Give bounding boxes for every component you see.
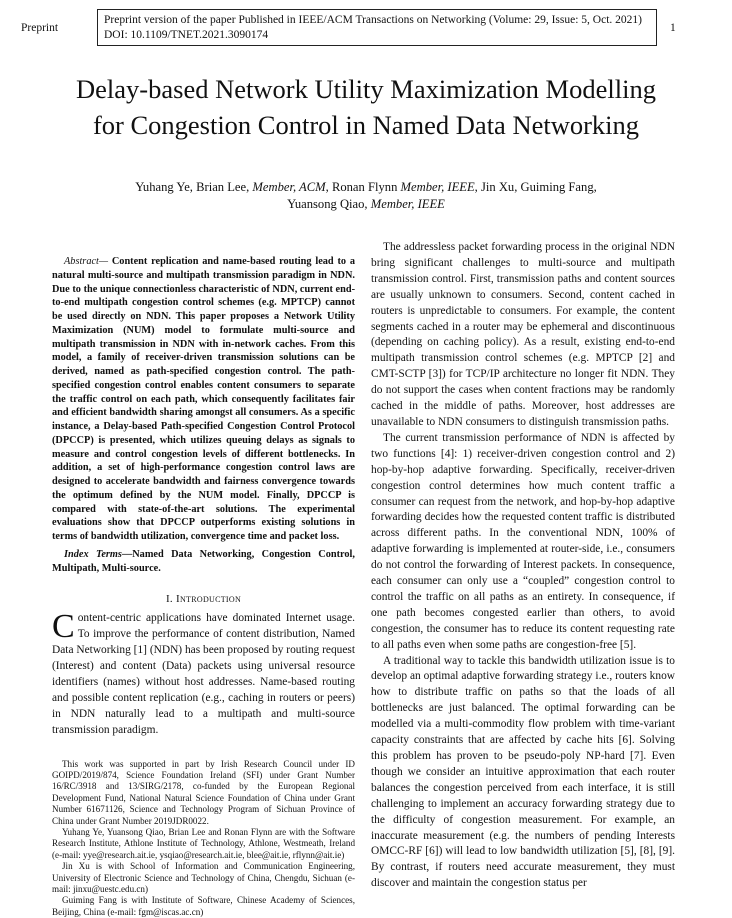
- abstract-text: Content replication and name-based routing lead to a natural multi-source and multipath transmission paradigm in NDN. Due to the unique connectionless characteristic of NDN, current end-to-end multipath congestion control schemes (e.g. MPTCP) cannot be used directly on NDN. This paper proposes a Network Utility Maximization (NUM) model to formulate multi-source and multipath transmission in NDN with in-network caches. From this model, a family of receiver-driven transmission solutions can be derived, named as path-specified congestion control. The path-specified congestion control enables content consumers to separate the traffic control on each path, which consequently facilitates fair and efficient bandwidth sharing amongst all consumers. As a specific instance, a Delay-based Path-specified Congestion Control Protocol (DPCCP) is presented, which utilizes queuing delays as signals to measure and control congestion levels of different bottlenecks. In addition, a set of high-performance congestion control laws are designed to accelerate bandwidth and fairness convergence towards the optimum defined by the NUM model. Finally, DPCCP is compared with state-of-the-art solutions. The experimental evaluations show that DPCCP outperforms existing solutions in terms of bandwidth utilization, convergence time and packet loss.: [52, 256, 355, 542]
- preprint-label: Preprint: [21, 22, 58, 34]
- abstract: [52, 255, 355, 544]
- author-list: [80, 179, 652, 213]
- left-column: [52, 243, 355, 918]
- index-terms: [52, 548, 355, 576]
- author-names: Yuhang Ye, Brian Lee,: [135, 180, 249, 194]
- right-column: [371, 240, 675, 892]
- author-names: , Ronan Flynn: [326, 180, 398, 194]
- drop-cap: C: [52, 613, 75, 641]
- body-paragraph: The addressless packet forwarding process in the original NDN bring significant challenges to multi-source and multipath transmission control. First, transmission paths and content sources are usually unknown to consumers. Second, content cached in routers is unpredictable to consumers. For example, the content segments cached in a router may be ephemeral and discontinuous (depending on caching policy). As a result, existing end-to-end multipath transmission control schemes (e.g. MPTCP [2] and CMT-SCTP [3]) for TCP/IP architecture no longer fit NDN. They do not support the cases when content fractions may be randomly cached in the middle of paths. Moreover, host addresses are unavailable to NDN consumers to distinguish transmission paths.: [371, 240, 675, 431]
- author-role: Member, ACM: [252, 180, 325, 194]
- footnote-affiliation: Yuhang Ye, Yuansong Qiao, Brian Lee and Ronan Flynn are with the Software Research Institute, Athlone Institute of Technology, Athlone, Westmeath, Ireland (e-mail: yye@research.ait.ie, ysqiao@research.ait.ie, blee@ait.ie, rflynn@ait.ie): [52, 827, 355, 861]
- publication-notice: Preprint version of the paper Published in IEEE/ACM Transactions on Networking (Volume: 29, Issue: 5, Oct. 2021) DOI: 10.1109/TNET.2021.3090174: [97, 9, 657, 46]
- author-role: Member, IEEE: [401, 180, 475, 194]
- abstract-lead: Abstract—: [64, 256, 108, 267]
- body-paragraph: The current transmission performance of NDN is affected by two functions [4]: 1) receiver-driven congestion control and 2) hop-by-hop adaptive forwarding. Specifically, receiver-driven congestion control determines how much content traffic a consumer can request from the network, and hop-by-hop adaptive forwarding decides how the requested content traffic is distributed across different paths. In the conventional NDN, 100% of adaptive forwarding is implemented at router-side, i.e., consumers do not control the forwarding of Interest packets. In consequence, each consumer can only use a “coupled” congestion control to control the traffic on all paths as an entirety. In consequence, if one path becomes congested earlier than others, to avoid congestion, the consumer has to reduce its content requesting rate to all paths even when some paths are congestion-free [5].: [371, 431, 675, 654]
- author-role: Member, IEEE: [371, 197, 445, 211]
- footnote-affiliation: Guiming Fang is with Institute of Software, Chinese Academy of Sciences, Beijing, China (e-mail: fgm@iscas.ac.cn): [52, 895, 355, 918]
- footnote-funding: This work was supported in part by Irish Research Council under ID GOIPD/2019/874, Science Foundation Ireland (SFI) under Grant Number 16/RC/3918 and 13/SIRG/2178, co-funded by the European Regional Development Fund, National Natural Science Foundation of China under Grant Number 61671126, Science and Technology Program of Sichuan Province of China under Grant Number 2019JDR0022.: [52, 759, 355, 827]
- author-names: Yuansong Qiao,: [287, 197, 367, 211]
- page-number: 1: [670, 22, 676, 34]
- body-paragraph: A traditional way to tackle this bandwidth utilization issue is to develop an optimal adaptive forwarding strategy i.e., routers know how to distribute traffic on paths so that the loads of all bottlenecks are just balanced. The optimal forwarding can be modelled via a multi-commodity flow problem with time-variant capacity constraints that are affected by cache hits [6]. Solving this problem has proven to be pseudo-poly NP-hard [7]. Even though we consider an intuitive approximation that each router balances the congestion perceived from each interface, it is still challenging to implement an accuracy forwarding strategy due to the difficulty of congestion measurement. For example, an inaccurate measurement (e.g. the numbers of pending Interests OMCC-RF [6]) will lead to low bandwidth utilization [5], [8], [9]. By contrast, if routers need accurate measurement, they must discover and maintain the congestion status per: [371, 654, 675, 893]
- section-heading: [52, 593, 355, 605]
- index-terms-text: —Named Data Networking, Congestion Control, Multipath, Multi-source.: [52, 549, 355, 574]
- section-numeral: I.: [166, 593, 173, 605]
- intro-text: ontent-centric applications have dominated Internet usage. To improve the performance of content distribution, Named Data Networking [1] (NDN) has been proposed by routing request (Interest) and content (Data) packets using universal resource identifiers (names) without host addresses. Name-based routing and possible content replication (e.g., caching in routers or peers) in NDN naturally lead to a multipath and multi-source transmission paradigm.: [52, 612, 355, 735]
- intro-paragraph: [52, 611, 355, 738]
- footnote-affiliation: Jin Xu is with School of Information and Communication Engineering, University of Electronic Science and Technology of China, Chengdu, Sichuan (e-mail: jinxu@uestc.edu.cn): [52, 861, 355, 895]
- author-names: , Jin Xu, Guiming Fang,: [475, 180, 597, 194]
- index-terms-lead: Index Terms: [64, 549, 122, 560]
- paper-title: Delay-based Network Utility Maximization Modelling for Congestion Control in Named Data Networking: [60, 71, 672, 143]
- section-title: Introduction: [176, 593, 241, 605]
- footnotes: [52, 759, 355, 918]
